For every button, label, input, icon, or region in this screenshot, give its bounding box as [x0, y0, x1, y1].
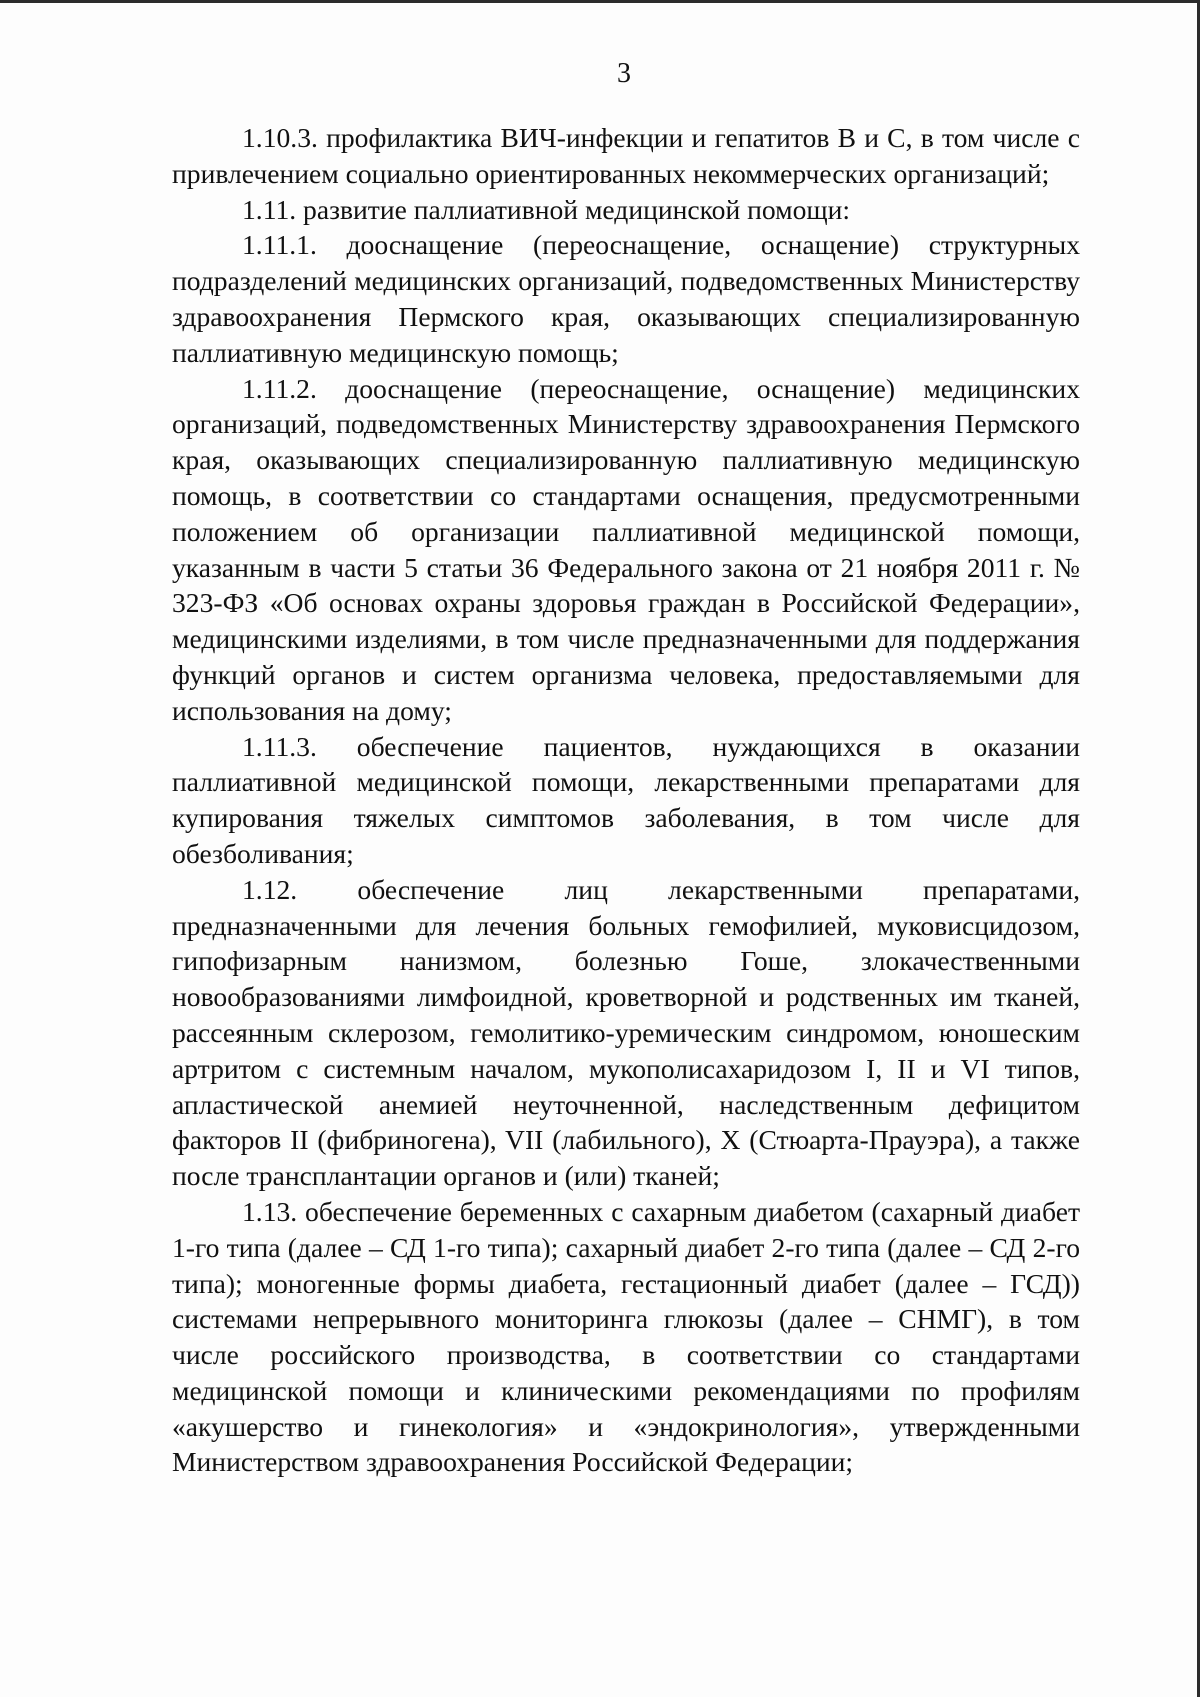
paragraph-1-13: 1.13. обеспечение беременных с сахарным диабетом (сахарный диабет 1-го типа (далее – СД 1-го типа); сахарный диабет 2-го типа (далее – СД 2-го типа); моногенные формы диабета, гестационный диабет (далее – ГСД)) системами непрерывного мониторинга глюкозы (далее – СНМГ), в том числе российского производства, в соответствии со стандартами медицинской помощи и клиническими рекомендациями по профилям «акушерство и гинекология» и «эндокринология», утвержденными Министерством здравоохранения Российской Федерации;: [172, 1195, 1080, 1478]
paragraph-1-11: 1.11. развитие паллиативной медицинской помощи:: [242, 193, 851, 225]
paragraph-1-11-2: 1.11.2. дооснащение (переоснащение, оснащение) медицинских организаций, подведомственных Министерству здравоохранения Пермского края, оказывающих специализированную паллиативную медицинскую помощь, в соответствии со стандартами оснащения, предусмотренными положением об организации паллиативной медицинской помощи, указанным в части 5 статьи 36 Федерального закона от 21 ноября 2011 г. № 323-ФЗ «Об основах охраны здоровья граждан в Российской Федерации», медицинскими изделиями, в том числе предназначенными для поддержания функций органов и систем организма человека, предоставляемыми для использования на дому;: [172, 372, 1080, 726]
paragraph-1-11-1: 1.11.1. дооснащение (переоснащение, оснащение) структурных подразделений медицинских организаций, подведомственных Министерству здравоохранения Пермского края, оказывающих специализированную паллиативную медицинскую помощь;: [172, 229, 1080, 368]
document-body: [172, 120, 1080, 1480]
page-number: 3: [617, 58, 631, 89]
paragraph-1-11-3: 1.11.3. обеспечение пациентов, нуждающихся в оказании паллиативной медицинской помощи, лекарственными препаратами для купирования тяжелых симптомов заболевания, в том числе для обезболивания;: [172, 730, 1080, 869]
paragraph-1-12: 1.12. обеспечение лиц лекарственными препаратами, предназначенными для лечения больных гемофилией, муковисцидозом, гипофизарным нанизмом, болезнью Гоше, злокачественными новообразованиями лимфоидной, кроветворной и родственных им тканей, рассеянным склерозом, гемолитико-уремическим синдромом, юношеским артритом с системным началом, мукополисахаридозом I, II и VI типов, апластической анемией неуточненной, наследственным дефицитом факторов II (фибриногена), VII (лабильного), X (Стюарта-Прауэра), а также после трансплантации органов и (или) тканей;: [172, 873, 1080, 1192]
paragraph-1-10-3: 1.10.3. профилактика ВИЧ-инфекции и гепатитов В и С, в том числе с привлечением социально ориентированных некоммерческих организаций;: [172, 122, 1080, 189]
scan-edge-top: [0, 0, 1200, 3]
